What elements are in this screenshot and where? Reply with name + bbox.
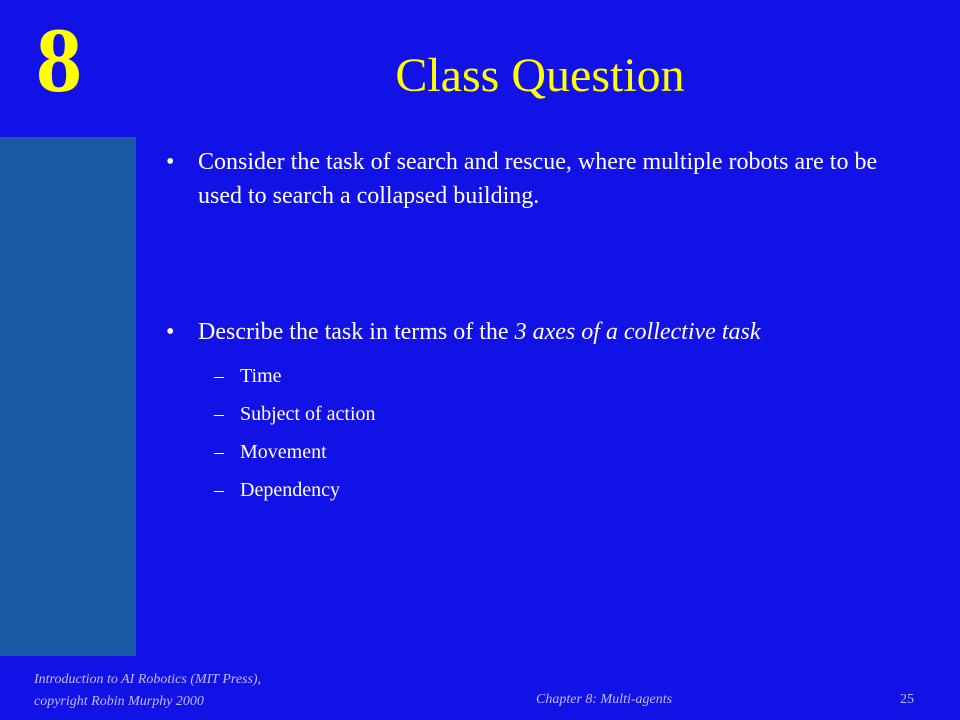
footer-book-info	[34, 669, 261, 713]
sub-bullet-text: Time	[240, 365, 282, 387]
dash-marker: –	[214, 479, 224, 501]
side-panel	[0, 137, 136, 656]
dash-marker: –	[214, 403, 224, 425]
bullet-text: Consider the task of search and rescue, where multiple robots are to be used to search a collapsed building.	[198, 149, 878, 209]
footer-book-title: Introduction to AI Robotics (MIT Press),	[34, 672, 262, 687]
bullet-item	[166, 315, 906, 349]
slide-content	[166, 145, 906, 509]
sub-bullet-item	[166, 471, 906, 509]
chapter-number: 8	[36, 9, 82, 111]
sub-bullet-text: Subject of action	[240, 403, 376, 425]
slide-title: Class Question	[395, 49, 685, 102]
sub-bullet-list	[166, 357, 906, 509]
footer-copyright: copyright Robin Murphy 2000	[34, 694, 204, 709]
page-number: 25	[900, 692, 914, 707]
sub-bullet-text: Dependency	[240, 479, 340, 501]
bullet-marker: •	[166, 319, 175, 345]
bullet-marker: •	[166, 149, 175, 175]
sub-bullet-item	[166, 357, 906, 395]
bullet-emphasis: 3 axes of a collective task	[514, 319, 761, 345]
sub-bullet-item	[166, 433, 906, 471]
bullet-item	[166, 145, 906, 213]
sub-bullet-item	[166, 395, 906, 433]
bullet-text: Describe the task in terms of the	[198, 319, 515, 345]
dash-marker: –	[214, 441, 224, 463]
sub-bullet-text: Movement	[240, 441, 327, 463]
dash-marker: –	[214, 365, 224, 387]
footer-chapter: Chapter 8: Multi-agents	[536, 692, 673, 707]
